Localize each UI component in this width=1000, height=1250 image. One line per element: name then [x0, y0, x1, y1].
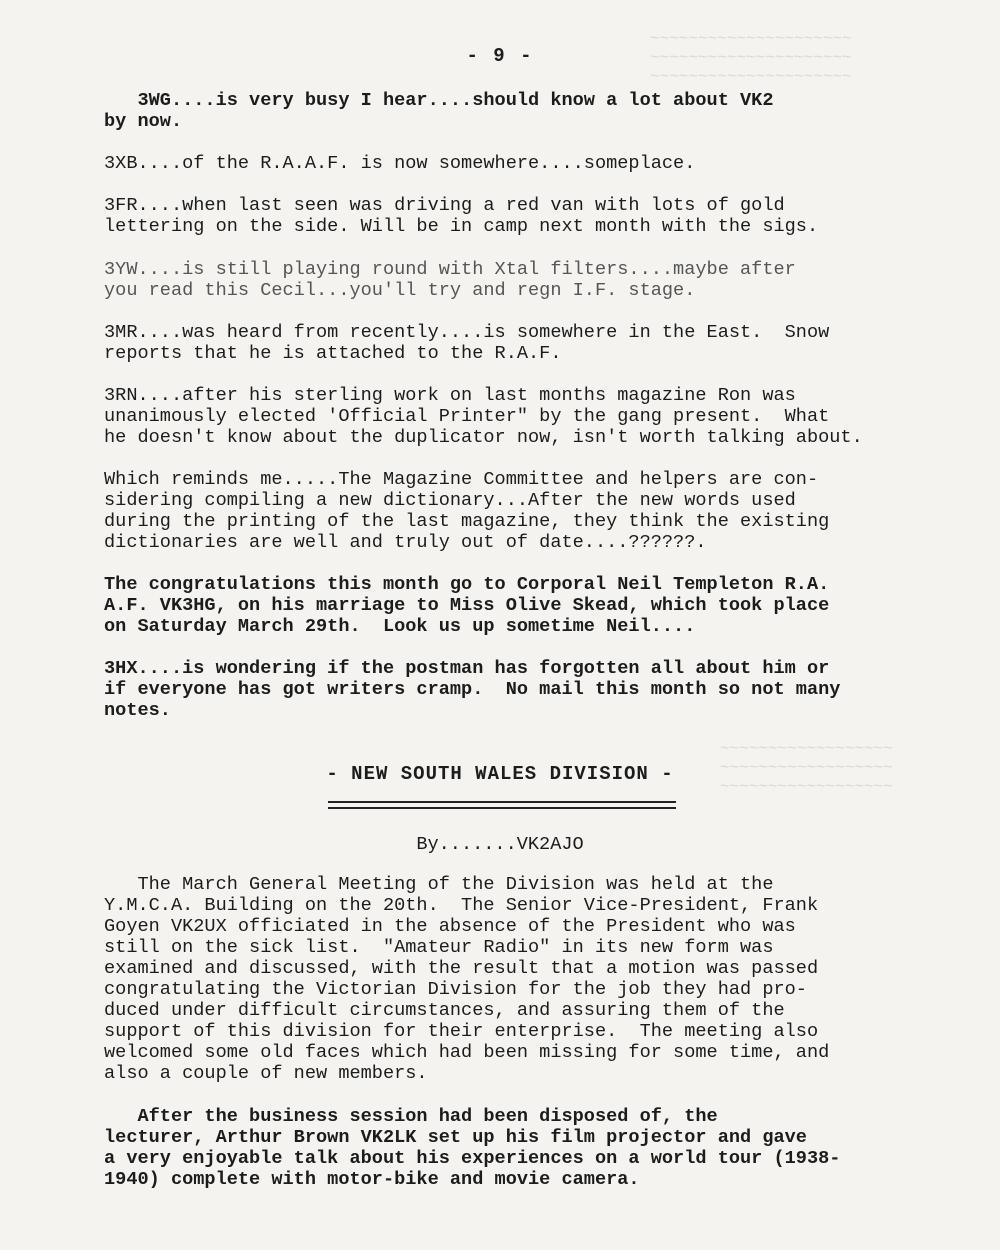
- line: lettering on the side. Will be in camp next month with the sigs.: [104, 216, 819, 237]
- line: by now.: [104, 111, 183, 132]
- line: examined and discussed, with the result that a motion was passed: [104, 958, 819, 979]
- note-3wg: [104, 90, 964, 132]
- note-congratulations: [104, 574, 964, 637]
- line: he doesn't know about the duplicator now, isn't worth talking about.: [104, 427, 863, 448]
- line: welcomed some old faces which had been missing for some time, and: [104, 1042, 830, 1063]
- paragraph-meeting: [104, 874, 964, 1084]
- byline: By.......VK2AJO: [416, 834, 584, 855]
- line: dictionaries are well and truly out of date....??????.: [104, 532, 707, 553]
- line: Goyen VK2UX officiated in the absence of the President who was: [104, 916, 796, 937]
- line: 3WG....is very busy I hear....should know a lot about VK2: [104, 90, 774, 111]
- line: duced under difficult circumstances, and assuring them of the: [104, 1000, 785, 1021]
- line: notes.: [104, 700, 171, 721]
- line: After the business session had been disposed of, the: [104, 1106, 718, 1127]
- line: still on the sick list. "Amateur Radio" in its new form was: [104, 937, 774, 958]
- note-3fr: [104, 195, 964, 237]
- line: Which reminds me.....The Magazine Committee and helpers are con-: [104, 469, 819, 490]
- note-3yw: [104, 259, 964, 301]
- show-through-texture: ~~~~~~~~~~~~~~~~~~ ~~~~~~~~~~~~~~~~~~ ~~~~~~~~~~~~~~~~~~: [720, 740, 893, 796]
- line: 3MR....was heard from recently....is somewhere in the East. Snow: [104, 322, 830, 343]
- line: 3HX....is wondering if the postman has forgotten all about him or: [104, 658, 830, 679]
- line: unanimously elected 'Official Printer" by the gang present. What: [104, 406, 830, 427]
- line: 3XB....of the R.A.A.F. is now somewhere....someplace.: [104, 153, 696, 174]
- line: if everyone has got writers cramp. No mail this month so not many: [104, 679, 841, 700]
- line: on Saturday March 29th. Look us up sometime Neil....: [104, 616, 696, 637]
- note-3hx: [104, 658, 964, 721]
- page-number: - 9 -: [466, 45, 534, 67]
- heading-underline: [328, 801, 676, 803]
- line: sidering compiling a new dictionary...After the new words used: [104, 490, 796, 511]
- line: Y.M.C.A. Building on the 20th. The Senior Vice-President, Frank: [104, 895, 819, 916]
- line: support of this division for their enterprise. The meeting also: [104, 1021, 819, 1042]
- show-through-texture: ~~~~~~~~~~~~~~~~~~~~~ ~~~~~~~~~~~~~~~~~~~~~ ~~~~~~~~~~~~~~~~~~~~~: [650, 30, 852, 86]
- line: 3RN....after his sterling work on last months magazine Ron was: [104, 385, 796, 406]
- line: reports that he is attached to the R.A.F.: [104, 343, 562, 364]
- line: 3FR....when last seen was driving a red van with lots of gold: [104, 195, 785, 216]
- line: you read this Cecil...you'll try and regn I.F. stage.: [104, 280, 696, 301]
- line: The congratulations this month go to Corporal Neil Templeton R.A.: [104, 574, 830, 595]
- note-3mr: [104, 322, 964, 364]
- paragraph-lecture: [104, 1106, 964, 1190]
- note-reminds: [104, 469, 964, 553]
- line: also a couple of new members.: [104, 1063, 428, 1084]
- line: during the printing of the last magazine, they think the existing: [104, 511, 830, 532]
- line: lecturer, Arthur Brown VK2LK set up his film projector and gave: [104, 1127, 807, 1148]
- line: 1940) complete with motor-bike and movie camera.: [104, 1169, 640, 1190]
- line: congratulating the Victorian Division for the job they had pro-: [104, 979, 807, 1000]
- line: 3YW....is still playing round with Xtal filters....maybe after: [104, 259, 796, 280]
- line: A.F. VK3HG, on his marriage to Miss Olive Skead, which took place: [104, 595, 830, 616]
- section-heading: - NEW SOUTH WALES DIVISION -: [326, 763, 674, 785]
- note-3rn: [104, 385, 964, 448]
- line: The March General Meeting of the Division was held at the: [104, 874, 774, 895]
- line: a very enjoyable talk about his experiences on a world tour (1938-: [104, 1148, 841, 1169]
- heading-underline-double: [328, 807, 676, 809]
- note-3xb: [104, 153, 964, 174]
